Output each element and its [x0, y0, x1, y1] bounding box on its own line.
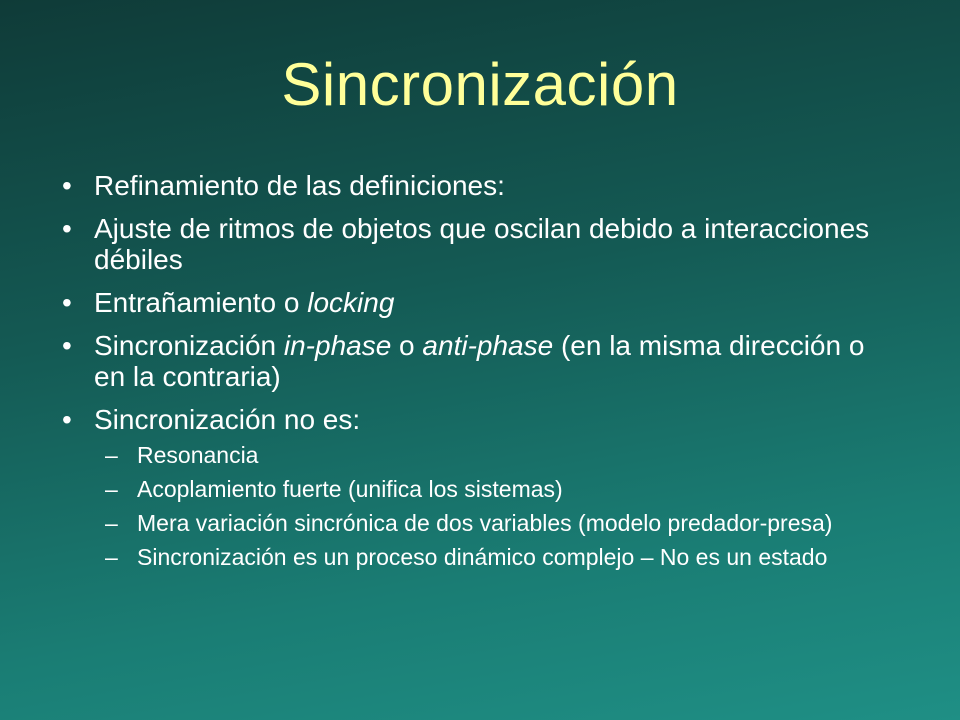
sub-bullet-marker: –	[105, 476, 118, 502]
bullet-text-italic: locking	[307, 287, 395, 318]
bullet-item	[62, 213, 892, 275]
sub-bullet-marker: –	[105, 544, 118, 570]
bullet-text: (en la misma dirección o en la contraria)	[94, 330, 865, 392]
bullet-marker: •	[62, 170, 72, 201]
sub-bullet-list	[62, 443, 892, 570]
bullet-text-italic: anti-phase	[422, 330, 554, 361]
slide-title: Sincronización	[281, 51, 679, 118]
bullet-text-italic: in-phase	[283, 330, 392, 361]
bullet-list	[62, 170, 892, 579]
sub-bullet-item	[62, 511, 892, 536]
bullet-text: Sincronización	[94, 330, 284, 361]
bullet-text: Entrañamiento o	[94, 287, 308, 318]
sub-bullet-text: Mera variación sincrónica de dos variables (modelo predador-presa)	[137, 510, 833, 536]
bullet-marker: •	[62, 213, 72, 244]
sub-bullet-text: Sincronización es un proceso dinámico complejo – No es un estado	[137, 544, 828, 570]
sub-bullet-text: Resonancia	[137, 442, 259, 468]
sub-bullet-text: Acoplamiento fuerte (unifica los sistemas)	[137, 476, 563, 502]
bullet-text: Refinamiento de las definiciones:	[94, 170, 505, 201]
sub-bullet-marker: –	[105, 442, 118, 468]
sub-bullet-group	[62, 443, 892, 570]
sub-bullet-item	[62, 443, 892, 468]
bullet-marker: •	[62, 330, 72, 361]
bullet-text: Ajuste de ritmos de objetos que oscilan debido a interacciones débiles	[94, 213, 870, 275]
bullet-item	[62, 404, 892, 435]
sub-bullet-marker: –	[105, 510, 118, 536]
bullet-marker: •	[62, 287, 72, 318]
sub-bullet-item	[62, 545, 892, 570]
bullet-item	[62, 170, 892, 201]
bullet-item	[62, 330, 892, 392]
bullet-text: o	[391, 330, 423, 361]
sub-bullet-item	[62, 477, 892, 502]
bullet-marker: •	[62, 404, 72, 435]
bullet-text: Sincronización no es:	[94, 404, 361, 435]
bullet-item	[62, 287, 892, 318]
